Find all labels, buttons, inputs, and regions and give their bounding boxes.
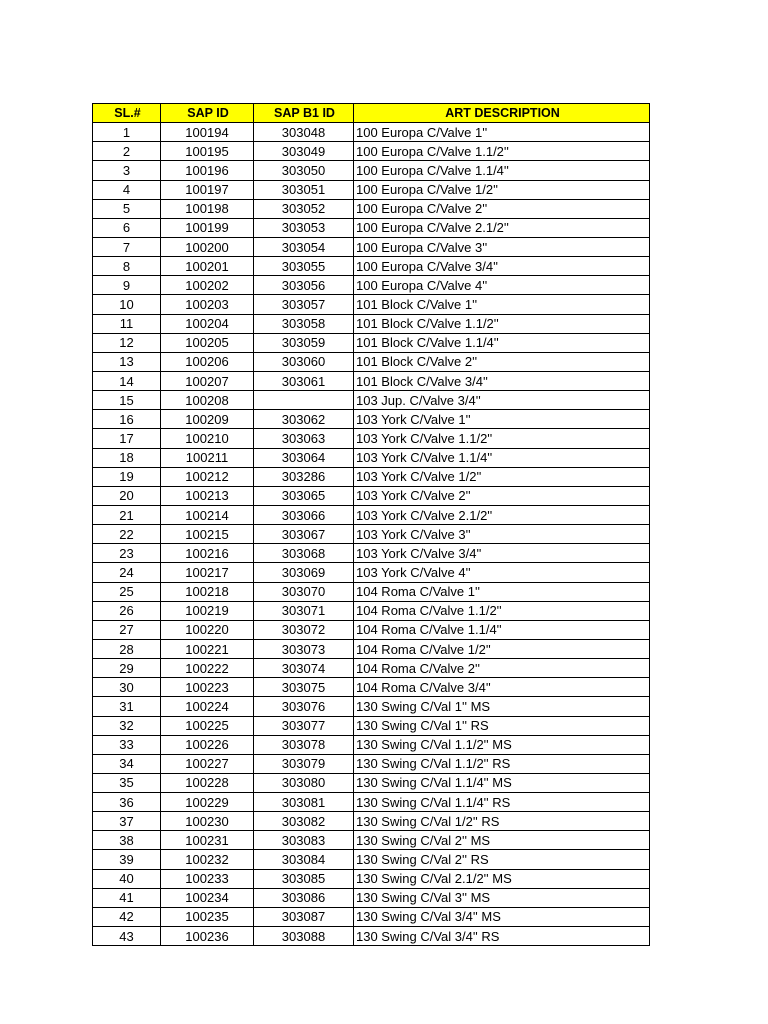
sap-id-cell: 100232 (161, 850, 254, 869)
sap-b1-id-cell: 303086 (254, 888, 354, 907)
art-description-cell: 130 Swing C/Val 1.1/2'' MS (354, 735, 650, 754)
art-description-cell: 104 Roma C/Valve 1.1/4'' (354, 620, 650, 639)
table-row (93, 869, 650, 888)
sap-id-cell: 100195 (161, 142, 254, 161)
sap-b1-id-cell: 303077 (254, 716, 354, 735)
table-row (93, 123, 650, 142)
table-row (93, 927, 650, 946)
sap-b1-id-cell: 303069 (254, 563, 354, 582)
sl-no-cell: 35 (93, 773, 161, 792)
sap-id-cell: 100200 (161, 237, 254, 256)
sap-b1-id-cell: 303055 (254, 257, 354, 276)
sl-no-cell: 37 (93, 812, 161, 831)
table-row (93, 295, 650, 314)
sap-id-cell: 100217 (161, 563, 254, 582)
table-row (93, 314, 650, 333)
sap-b1-id-cell: 303083 (254, 831, 354, 850)
sap-b1-id-cell: 303087 (254, 907, 354, 926)
sap-b1-id-cell: 303058 (254, 314, 354, 333)
sap-b1-id-cell (254, 391, 354, 410)
sap-b1-id-cell: 303057 (254, 295, 354, 314)
sap-b1-id-cell: 303063 (254, 429, 354, 448)
art-description-cell: 101 Block C/Valve 1.1/4'' (354, 333, 650, 352)
table-row (93, 659, 650, 678)
art-description-cell: 104 Roma C/Valve 2'' (354, 659, 650, 678)
table-row (93, 793, 650, 812)
sap-id-cell: 100199 (161, 218, 254, 237)
table-row (93, 601, 650, 620)
art-description-cell: 104 Roma C/Valve 1/2'' (354, 639, 650, 658)
sap-id-cell: 100197 (161, 180, 254, 199)
sap-b1-id-cell: 303052 (254, 199, 354, 218)
sl-no-cell: 25 (93, 582, 161, 601)
sl-no-cell: 15 (93, 391, 161, 410)
sap-id-cell: 100209 (161, 410, 254, 429)
art-description-cell: 130 Swing C/Val 1'' RS (354, 716, 650, 735)
table-row (93, 735, 650, 754)
art-description-cell: 130 Swing C/Val 2.1/2'' MS (354, 869, 650, 888)
sl-no-cell: 17 (93, 429, 161, 448)
sap-b1-id-cell: 303049 (254, 142, 354, 161)
art-description-cell: 104 Roma C/Valve 1'' (354, 582, 650, 601)
sap-b1-id-cell: 303070 (254, 582, 354, 601)
table-row (93, 582, 650, 601)
sl-no-cell: 38 (93, 831, 161, 850)
sap-id-cell: 100212 (161, 467, 254, 486)
sap-b1-id-cell: 303286 (254, 467, 354, 486)
table-row (93, 544, 650, 563)
art-description-cell: 104 Roma C/Valve 1.1/2'' (354, 601, 650, 620)
sl-no-cell: 26 (93, 601, 161, 620)
sap-id-cell: 100230 (161, 812, 254, 831)
table-body (93, 123, 650, 946)
table-row (93, 754, 650, 773)
sl-no-cell: 10 (93, 295, 161, 314)
sap-id-cell: 100202 (161, 276, 254, 295)
sap-id-cell: 100221 (161, 639, 254, 658)
sl-no-cell: 1 (93, 123, 161, 142)
sap-b1-id-cell: 303085 (254, 869, 354, 888)
sl-no-cell: 3 (93, 161, 161, 180)
sl-no-cell: 36 (93, 793, 161, 812)
sl-no-cell: 6 (93, 218, 161, 237)
sap-b1-id-cell: 303061 (254, 371, 354, 390)
art-description-cell: 103 York C/Valve 3'' (354, 525, 650, 544)
table-row (93, 199, 650, 218)
table-row (93, 237, 650, 256)
art-description-cell: 100 Europa C/Valve 2'' (354, 199, 650, 218)
sap-b1-id-cell: 303051 (254, 180, 354, 199)
table-row (93, 620, 650, 639)
sl-no-cell: 5 (93, 199, 161, 218)
sl-no-cell: 23 (93, 544, 161, 563)
art-description-cell: 103 York C/Valve 2'' (354, 486, 650, 505)
art-description-cell: 130 Swing C/Val 1.1/2'' RS (354, 754, 650, 773)
sap-b1-id-cell: 303062 (254, 410, 354, 429)
table-row (93, 142, 650, 161)
sap-b1-id-cell: 303048 (254, 123, 354, 142)
table-row (93, 639, 650, 658)
sap-b1-id-cell: 303080 (254, 773, 354, 792)
art-description-cell: 101 Block C/Valve 3/4'' (354, 371, 650, 390)
sl-no-cell: 28 (93, 639, 161, 658)
art-description-cell: 100 Europa C/Valve 4'' (354, 276, 650, 295)
art-description-cell: 130 Swing C/Val 2'' MS (354, 831, 650, 850)
sl-no-cell: 30 (93, 678, 161, 697)
sap-id-cell: 100211 (161, 448, 254, 467)
sap-id-cell: 100207 (161, 371, 254, 390)
art-description-cell: 130 Swing C/Val 3/4'' MS (354, 907, 650, 926)
sap-id-cell: 100224 (161, 697, 254, 716)
sl-no-cell: 27 (93, 620, 161, 639)
sap-id-cell: 100208 (161, 391, 254, 410)
table-row (93, 850, 650, 869)
art-description-cell: 100 Europa C/Valve 1'' (354, 123, 650, 142)
sap-b1-id-cell: 303071 (254, 601, 354, 620)
sl-no-cell: 43 (93, 927, 161, 946)
table-row (93, 218, 650, 237)
sap-b1-id-cell: 303059 (254, 333, 354, 352)
art-description-cell: 130 Swing C/Val 1/2'' RS (354, 812, 650, 831)
table-row (93, 907, 650, 926)
sap-id-cell: 100198 (161, 199, 254, 218)
sap-id-cell: 100228 (161, 773, 254, 792)
art-description-cell: 103 York C/Valve 4'' (354, 563, 650, 582)
sap-b1-id-cell: 303072 (254, 620, 354, 639)
art-description-cell: 100 Europa C/Valve 3'' (354, 237, 650, 256)
header-sap-id: SAP ID (161, 104, 254, 123)
art-description-cell: 103 York C/Valve 1/2'' (354, 467, 650, 486)
sl-no-cell: 32 (93, 716, 161, 735)
header-sap-b1-id: SAP B1 ID (254, 104, 354, 123)
table-row (93, 505, 650, 524)
sl-no-cell: 14 (93, 371, 161, 390)
sap-id-cell: 100205 (161, 333, 254, 352)
table-row (93, 257, 650, 276)
sap-b1-id-cell: 303078 (254, 735, 354, 754)
sl-no-cell: 11 (93, 314, 161, 333)
sap-id-cell: 100215 (161, 525, 254, 544)
sl-no-cell: 31 (93, 697, 161, 716)
table-row (93, 831, 650, 850)
sap-b1-id-cell: 303073 (254, 639, 354, 658)
sl-no-cell: 13 (93, 352, 161, 371)
sl-no-cell: 2 (93, 142, 161, 161)
sap-id-cell: 100223 (161, 678, 254, 697)
sl-no-cell: 29 (93, 659, 161, 678)
table-row (93, 563, 650, 582)
art-description-cell: 100 Europa C/Valve 1.1/4'' (354, 161, 650, 180)
sap-id-cell: 100226 (161, 735, 254, 754)
sap-b1-id-cell: 303068 (254, 544, 354, 563)
sap-b1-id-cell: 303082 (254, 812, 354, 831)
sap-b1-id-cell: 303074 (254, 659, 354, 678)
header-art-description: ART DESCRIPTION (354, 104, 650, 123)
sap-id-cell: 100196 (161, 161, 254, 180)
art-description-cell: 103 York C/Valve 1.1/4'' (354, 448, 650, 467)
sap-b1-id-cell: 303064 (254, 448, 354, 467)
sl-no-cell: 42 (93, 907, 161, 926)
art-description-cell: 130 Swing C/Val 1'' MS (354, 697, 650, 716)
sap-b1-id-cell: 303065 (254, 486, 354, 505)
sap-b1-id-cell: 303067 (254, 525, 354, 544)
sap-id-cell: 100222 (161, 659, 254, 678)
sl-no-cell: 21 (93, 505, 161, 524)
art-description-cell: 130 Swing C/Val 3'' MS (354, 888, 650, 907)
sl-no-cell: 16 (93, 410, 161, 429)
sap-b1-id-cell: 303075 (254, 678, 354, 697)
sl-no-cell: 8 (93, 257, 161, 276)
table-row (93, 467, 650, 486)
table-row (93, 716, 650, 735)
sl-no-cell: 12 (93, 333, 161, 352)
sap-b1-id-cell: 303076 (254, 697, 354, 716)
sap-b1-id-cell: 303056 (254, 276, 354, 295)
art-description-cell: 104 Roma C/Valve 3/4'' (354, 678, 650, 697)
sap-id-cell: 100219 (161, 601, 254, 620)
sap-b1-id-cell: 303060 (254, 352, 354, 371)
art-description-cell: 130 Swing C/Val 1.1/4'' RS (354, 793, 650, 812)
sap-b1-id-cell: 303050 (254, 161, 354, 180)
sl-no-cell: 9 (93, 276, 161, 295)
sap-id-cell: 100220 (161, 620, 254, 639)
sl-no-cell: 24 (93, 563, 161, 582)
table-row (93, 525, 650, 544)
sap-id-cell: 100225 (161, 716, 254, 735)
sap-b1-id-cell: 303053 (254, 218, 354, 237)
art-description-cell: 101 Block C/Valve 1'' (354, 295, 650, 314)
sap-id-cell: 100229 (161, 793, 254, 812)
sl-no-cell: 40 (93, 869, 161, 888)
sap-id-cell: 100194 (161, 123, 254, 142)
sl-no-cell: 4 (93, 180, 161, 199)
art-description-cell: 100 Europa C/Valve 1.1/2'' (354, 142, 650, 161)
art-description-cell: 103 York C/Valve 2.1/2'' (354, 505, 650, 524)
art-description-cell: 100 Europa C/Valve 2.1/2'' (354, 218, 650, 237)
table-row (93, 429, 650, 448)
art-description-cell: 103 York C/Valve 1'' (354, 410, 650, 429)
sap-id-cell: 100235 (161, 907, 254, 926)
header-sl-no: SL.# (93, 104, 161, 123)
sl-no-cell: 41 (93, 888, 161, 907)
sap-id-cell: 100214 (161, 505, 254, 524)
table-row (93, 678, 650, 697)
sap-b1-id-cell: 303066 (254, 505, 354, 524)
art-description-cell: 130 Swing C/Val 2'' RS (354, 850, 650, 869)
art-description-cell: 101 Block C/Valve 2'' (354, 352, 650, 371)
sap-id-cell: 100231 (161, 831, 254, 850)
table-row (93, 410, 650, 429)
sap-id-cell: 100236 (161, 927, 254, 946)
sap-id-cell: 100206 (161, 352, 254, 371)
table-row (93, 161, 650, 180)
sl-no-cell: 34 (93, 754, 161, 773)
art-description-cell: 100 Europa C/Valve 1/2'' (354, 180, 650, 199)
table-row (93, 180, 650, 199)
table-row (93, 371, 650, 390)
sl-no-cell: 7 (93, 237, 161, 256)
sap-id-cell: 100210 (161, 429, 254, 448)
table-row (93, 697, 650, 716)
table-row (93, 486, 650, 505)
sap-id-cell: 100216 (161, 544, 254, 563)
sl-no-cell: 19 (93, 467, 161, 486)
table-row (93, 333, 650, 352)
sl-no-cell: 33 (93, 735, 161, 754)
sap-b1-id-cell: 303084 (254, 850, 354, 869)
art-description-cell: 101 Block C/Valve 1.1/2'' (354, 314, 650, 333)
table-row (93, 448, 650, 467)
sl-no-cell: 20 (93, 486, 161, 505)
art-description-cell: 100 Europa C/Valve 3/4'' (354, 257, 650, 276)
table-row (93, 812, 650, 831)
sap-id-cell: 100218 (161, 582, 254, 601)
sl-no-cell: 22 (93, 525, 161, 544)
sap-id-cell: 100204 (161, 314, 254, 333)
table-row (93, 276, 650, 295)
table-row (93, 888, 650, 907)
art-description-cell: 130 Swing C/Val 3/4'' RS (354, 927, 650, 946)
item-table (92, 103, 650, 946)
art-description-cell: 103 Jup. C/Valve 3/4'' (354, 391, 650, 410)
table-row (93, 352, 650, 371)
sap-b1-id-cell: 303054 (254, 237, 354, 256)
art-description-cell: 130 Swing C/Val 1.1/4'' MS (354, 773, 650, 792)
art-description-cell: 103 York C/Valve 1.1/2'' (354, 429, 650, 448)
sap-b1-id-cell: 303081 (254, 793, 354, 812)
sap-id-cell: 100233 (161, 869, 254, 888)
sap-id-cell: 100201 (161, 257, 254, 276)
sap-id-cell: 100227 (161, 754, 254, 773)
art-description-cell: 103 York C/Valve 3/4'' (354, 544, 650, 563)
sap-b1-id-cell: 303088 (254, 927, 354, 946)
table-row (93, 773, 650, 792)
sap-b1-id-cell: 303079 (254, 754, 354, 773)
sap-id-cell: 100234 (161, 888, 254, 907)
sl-no-cell: 18 (93, 448, 161, 467)
header-row (93, 104, 650, 123)
table-row (93, 391, 650, 410)
sap-id-cell: 100203 (161, 295, 254, 314)
sl-no-cell: 39 (93, 850, 161, 869)
sap-id-cell: 100213 (161, 486, 254, 505)
